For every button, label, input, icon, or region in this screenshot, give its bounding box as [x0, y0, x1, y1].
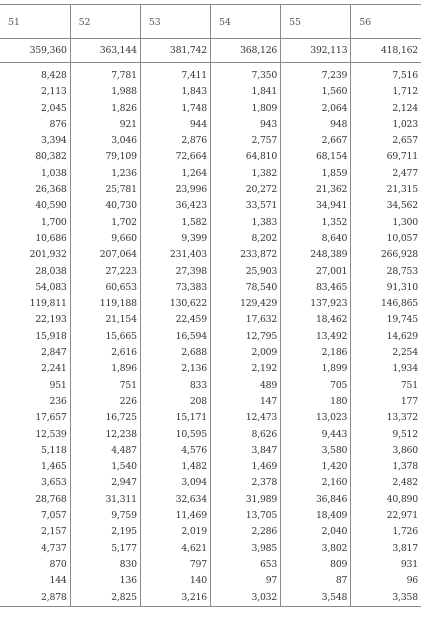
table-cell: 2,667: [281, 133, 351, 149]
table-cell: 129,429: [210, 296, 280, 312]
table-cell: 3,394: [41, 135, 67, 147]
table-cell: 1,702: [70, 215, 140, 231]
table-cell: 1,540: [70, 459, 140, 475]
table-cell: 34,562: [351, 198, 421, 214]
table-cell: 96: [351, 573, 421, 589]
table-cell: 72,664: [140, 149, 210, 165]
table-cell: 7,057: [41, 510, 67, 522]
table-cell: 136: [70, 573, 140, 589]
table-cell: 2,160: [281, 475, 351, 491]
table-cell: 10,595: [140, 427, 210, 443]
table-cell: 1,896: [70, 361, 140, 377]
table-row: [0, 459, 421, 475]
statistics-table: [0, 4, 421, 607]
table-row: [0, 133, 421, 149]
table-cell: 2,192: [210, 361, 280, 377]
column-header: 53: [140, 5, 210, 39]
table-cell: 140: [140, 573, 210, 589]
table-cell: 8,626: [210, 427, 280, 443]
table-row: [0, 361, 421, 377]
table-row: [0, 410, 421, 426]
table-cell: 2,186: [281, 345, 351, 361]
table-cell: 1,809: [210, 101, 280, 117]
table-cell: 13,023: [281, 410, 351, 426]
table-header: [0, 5, 421, 39]
table-cell: 28,038: [35, 265, 67, 277]
table-cell: 201,932: [29, 249, 67, 261]
table-cell: 2,378: [210, 475, 280, 491]
table-cell: 876: [49, 118, 67, 130]
table-cell: 1,420: [281, 459, 351, 475]
table-cell: 34,941: [281, 198, 351, 214]
table-cell: 180: [281, 394, 351, 410]
table-cell: 3,653: [41, 477, 67, 489]
table-cell: 68,154: [281, 149, 351, 165]
column-header: 52: [70, 5, 140, 39]
table-cell: 833: [140, 378, 210, 394]
table-row: [0, 475, 421, 491]
table-cell: 943: [210, 117, 280, 133]
table-cell: 4,576: [140, 443, 210, 459]
table-row: [0, 573, 421, 589]
table-cell: 1,378: [351, 459, 421, 475]
table-row: [0, 394, 421, 410]
table-cell: 21,315: [351, 182, 421, 198]
table-cell: 27,398: [140, 264, 210, 280]
table-cell: 73,383: [140, 280, 210, 296]
table-cell: 13,492: [281, 329, 351, 345]
table-cell: 3,548: [281, 590, 351, 607]
table-cell: 1,023: [351, 117, 421, 133]
table-cell: 1,700: [41, 216, 67, 228]
table-cell: 1,712: [351, 84, 421, 100]
table-cell: 10,686: [35, 232, 67, 244]
table-cell: 2,241: [41, 363, 67, 375]
table-row: [0, 427, 421, 443]
table-row: [0, 117, 421, 133]
table-cell: 2,947: [70, 475, 140, 491]
table-cell: 2,847: [41, 347, 67, 359]
table-cell: 8,428: [41, 70, 67, 81]
table-cell: 22,971: [351, 508, 421, 524]
table-cell: 2,254: [351, 345, 421, 361]
table-cell: 1,383: [210, 215, 280, 231]
table-cell: 119,811: [29, 298, 67, 310]
table-cell: 1,469: [210, 459, 280, 475]
table-cell: 32,634: [140, 492, 210, 508]
table-cell: 146,865: [351, 296, 421, 312]
table-cell: 1,748: [140, 101, 210, 117]
table-cell: 266,928: [351, 247, 421, 263]
table-cell: 1,841: [210, 84, 280, 100]
table-cell: 31,311: [70, 492, 140, 508]
table-cell: 2,124: [351, 101, 421, 117]
table-cell: 2,286: [210, 524, 280, 540]
total-cell: 363,144: [70, 39, 140, 63]
table-cell: 130,622: [140, 296, 210, 312]
table-cell: 705: [281, 378, 351, 394]
table-cell: 870: [49, 558, 67, 570]
table-cell: 4,737: [41, 542, 67, 554]
table-cell: 2,688: [140, 345, 210, 361]
table-cell: 12,238: [70, 427, 140, 443]
table-cell: 26,368: [35, 184, 67, 196]
table-cell: 2,757: [210, 133, 280, 149]
table-cell: 17,632: [210, 312, 280, 328]
table-row: [0, 264, 421, 280]
table-cell: 1,264: [140, 166, 210, 182]
table-cell: 23,996: [140, 182, 210, 198]
table-row: [0, 443, 421, 459]
table-cell: 1,934: [351, 361, 421, 377]
table-cell: 2,195: [70, 524, 140, 540]
table-cell: 21,362: [281, 182, 351, 198]
table-cell: 22,459: [140, 312, 210, 328]
table-cell: 10,057: [351, 231, 421, 247]
column-header: 56: [351, 5, 421, 39]
table-cell: 921: [70, 117, 140, 133]
table-cell: 9,399: [140, 231, 210, 247]
table-cell: 7,350: [210, 68, 280, 84]
table-cell: 69,711: [351, 149, 421, 165]
table-body: [0, 68, 421, 606]
table-row: [0, 508, 421, 524]
table-cell: 1,726: [351, 524, 421, 540]
total-cell: 368,126: [210, 39, 280, 63]
table-cell: 11,469: [140, 508, 210, 524]
table-cell: 25,781: [70, 182, 140, 198]
table-cell: 3,847: [210, 443, 280, 459]
total-row: [0, 39, 421, 63]
table-cell: 3,032: [210, 590, 280, 607]
table-row: [0, 198, 421, 214]
table-cell: 233,872: [210, 247, 280, 263]
table-cell: 36,423: [140, 198, 210, 214]
table-row: [0, 231, 421, 247]
table-cell: 15,918: [35, 330, 67, 342]
table-cell: 1,560: [281, 84, 351, 100]
table-cell: 22,193: [35, 314, 67, 326]
table-cell: 5,177: [70, 541, 140, 557]
table-row: [0, 557, 421, 573]
total-cell: 392,113: [281, 39, 351, 63]
table-cell: 2,878: [0, 590, 70, 607]
table-row: [0, 149, 421, 165]
table-cell: 78,540: [210, 280, 280, 296]
table-row: [0, 524, 421, 540]
total-cell: 359,360: [0, 39, 70, 63]
table-row: [0, 345, 421, 361]
table-row: [0, 312, 421, 328]
table-cell: 797: [140, 557, 210, 573]
table-cell: 9,512: [351, 427, 421, 443]
table-cell: 19,745: [351, 312, 421, 328]
table-cell: 248,389: [281, 247, 351, 263]
table-cell: 3,216: [140, 590, 210, 607]
table-cell: 2,019: [140, 524, 210, 540]
table-cell: 177: [351, 394, 421, 410]
table-cell: 91,310: [351, 280, 421, 296]
table-cell: 13,705: [210, 508, 280, 524]
table-cell: 1,038: [41, 167, 67, 179]
table-cell: 4,487: [70, 443, 140, 459]
table-cell: 7,781: [70, 68, 140, 84]
table-cell: 20,272: [210, 182, 280, 198]
table-cell: 809: [281, 557, 351, 573]
column-header: 55: [281, 5, 351, 39]
table-cell: 64,810: [210, 149, 280, 165]
table-cell: 2,876: [140, 133, 210, 149]
table-cell: 489: [210, 378, 280, 394]
column-header: 54: [210, 5, 280, 39]
table-cell: 60,653: [70, 280, 140, 296]
table-cell: 9,660: [70, 231, 140, 247]
table-cell: 25,903: [210, 264, 280, 280]
table-cell: 12,539: [35, 428, 67, 440]
table-cell: 18,462: [281, 312, 351, 328]
table-cell: 207,064: [70, 247, 140, 263]
table-cell: 40,890: [351, 492, 421, 508]
table-cell: 2,157: [41, 526, 67, 538]
table-row: [0, 182, 421, 198]
table-row: [0, 280, 421, 296]
table-cell: 3,802: [281, 541, 351, 557]
table-cell: 226: [70, 394, 140, 410]
table-cell: 9,759: [70, 508, 140, 524]
table-cell: 951: [49, 379, 67, 391]
table-cell: 79,109: [70, 149, 140, 165]
table-row: [0, 378, 421, 394]
table-row: [0, 329, 421, 345]
table-cell: 1,236: [70, 166, 140, 182]
table-cell: 33,571: [210, 198, 280, 214]
table-row: [0, 492, 421, 508]
table-cell: 27,223: [70, 264, 140, 280]
table-cell: 31,989: [210, 492, 280, 508]
table-cell: 1,988: [70, 84, 140, 100]
table-cell: 40,730: [70, 198, 140, 214]
table-cell: 751: [70, 378, 140, 394]
column-header: 51: [0, 5, 70, 39]
total-cell: 418,162: [351, 39, 421, 63]
header-row: [0, 5, 421, 39]
table-cell: 3,046: [70, 133, 140, 149]
table-cell: 931: [351, 557, 421, 573]
table-cell: 2,657: [351, 133, 421, 149]
table-cell: 3,985: [210, 541, 280, 557]
table-cell: 4,621: [140, 541, 210, 557]
table-row: [0, 84, 421, 100]
table-cell: 2,616: [70, 345, 140, 361]
table-cell: 2,045: [41, 102, 67, 114]
table-cell: 80,382: [35, 151, 67, 163]
table-cell: 15,171: [140, 410, 210, 426]
table-cell: 14,629: [351, 329, 421, 345]
table-cell: 54,083: [35, 281, 67, 293]
table-row: [0, 541, 421, 557]
table-cell: 27,001: [281, 264, 351, 280]
table-cell: 137,923: [281, 296, 351, 312]
table-cell: 9,443: [281, 427, 351, 443]
table-cell: 2,040: [281, 524, 351, 540]
table-cell: 17,657: [35, 412, 67, 424]
table-cell: 2,009: [210, 345, 280, 361]
table-row: [0, 101, 421, 117]
table-cell: 97: [210, 573, 280, 589]
table-cell: 830: [70, 557, 140, 573]
table-cell: 18,409: [281, 508, 351, 524]
table-cell: 751: [351, 378, 421, 394]
table-cell: 5,118: [41, 444, 67, 456]
table-cell: 28,753: [351, 264, 421, 280]
table-total: [0, 39, 421, 69]
table-cell: 144: [49, 575, 67, 587]
table-cell: 16,594: [140, 329, 210, 345]
table-cell: 3,580: [281, 443, 351, 459]
table-cell: 2,477: [351, 166, 421, 182]
table-row: [0, 215, 421, 231]
table-row: [0, 590, 421, 607]
table-cell: 13,372: [351, 410, 421, 426]
table-cell: 2,064: [281, 101, 351, 117]
table-cell: 119,188: [70, 296, 140, 312]
table-cell: 7,239: [281, 68, 351, 84]
table-cell: 12,795: [210, 329, 280, 345]
table-cell: 3,094: [140, 475, 210, 491]
table-cell: 2,825: [70, 590, 140, 607]
table-cell: 1,826: [70, 101, 140, 117]
table-cell: 1,352: [281, 215, 351, 231]
table-cell: 3,817: [351, 541, 421, 557]
table-cell: 653: [210, 557, 280, 573]
table-cell: 1,859: [281, 166, 351, 182]
table-cell: 2,113: [41, 86, 67, 98]
table-cell: 1,465: [41, 461, 67, 473]
table-cell: 21,154: [70, 312, 140, 328]
table-cell: 83,465: [281, 280, 351, 296]
table-cell: 1,899: [281, 361, 351, 377]
table-cell: 208: [140, 394, 210, 410]
table-cell: 2,482: [351, 475, 421, 491]
table-cell: 40,590: [35, 200, 67, 212]
table-cell: 1,382: [210, 166, 280, 182]
table-cell: 36,846: [281, 492, 351, 508]
table-cell: 147: [210, 394, 280, 410]
table-cell: 1,482: [140, 459, 210, 475]
table-cell: 231,403: [140, 247, 210, 263]
table-cell: 3,358: [351, 590, 421, 607]
table-row: [0, 166, 421, 182]
table-cell: 944: [140, 117, 210, 133]
table-cell: 16,725: [70, 410, 140, 426]
table-cell: 28,768: [35, 493, 67, 505]
table-cell: 7,411: [140, 68, 210, 84]
table-cell: 1,300: [351, 215, 421, 231]
table-cell: 87: [281, 573, 351, 589]
table-cell: 1,582: [140, 215, 210, 231]
table-cell: 8,640: [281, 231, 351, 247]
table-cell: 7,516: [351, 68, 421, 84]
table-cell: 8,202: [210, 231, 280, 247]
table-cell: 236: [49, 395, 67, 407]
table-row: [0, 247, 421, 263]
table-cell: 15,665: [70, 329, 140, 345]
table-cell: 12,473: [210, 410, 280, 426]
table-cell: 3,860: [351, 443, 421, 459]
table-row: [0, 68, 421, 84]
total-cell: 381,742: [140, 39, 210, 63]
table-cell: 2,136: [140, 361, 210, 377]
table-cell: 1,843: [140, 84, 210, 100]
table-row: [0, 296, 421, 312]
table-cell: 948: [281, 117, 351, 133]
